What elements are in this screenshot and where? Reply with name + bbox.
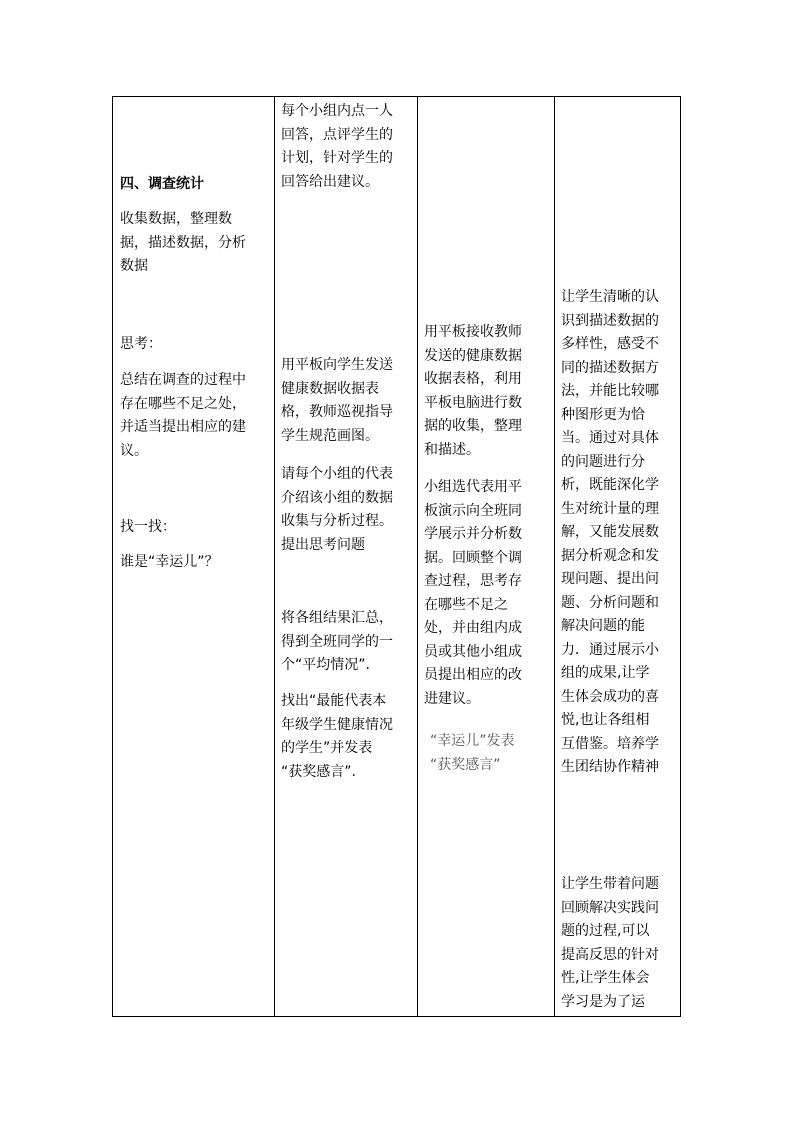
student-activity-column [418, 97, 555, 1016]
think-label: 思考： [120, 336, 162, 352]
teacher-paragraph-4: 将各组结果汇总， 得到全班同学的一 个“平均情况”. [281, 610, 393, 673]
think-body: 总结在调查的过程中 存在哪些不足之处， 并适当提出相应的建 议。 [120, 372, 246, 459]
find-body: 谁是“幸运儿”？ [120, 554, 219, 570]
teacher-paragraph-5: 找出“最能代表本 年级学生健康情况 的学生”并发表 “获奖感言”. [281, 693, 393, 780]
teacher-paragraph-1: 每个小组内点一人 回答，点评学生的 计划，针对学生的 回答给出建议。 [281, 103, 393, 190]
student-paragraph-3: “幸运儿”发表 “获奖感言” [430, 733, 515, 773]
section-intro: 收集数据，整理数 据，描述数据，分析 数据 [120, 211, 246, 274]
lesson-plan-table [112, 96, 681, 1017]
intent-paragraph-1: 让学生清晰的认 识到描述数据的 多样性，感受不 同的描述数据方 法，并能比较哪 种图形更为恰 当。通过对具体 的问题进行分 析，既能深化学 生对统计量的理 解，又能发展数 据分析观念和发 现问题、提出问 题、分析问题和 解决问题的能 力．通过展示小 组的成果,让学 生体会成功的喜 悦,也让各组相 互借鉴。培养学 生团结协作精神 [561, 289, 659, 775]
section-heading: 四、调查统计 [120, 176, 204, 192]
intent-paragraph-2: 让学生带着问题 回顾解决实践问 题的过程,可以 提高反思的针对 性,让学生体会 学习是为了运 [561, 876, 659, 1010]
teacher-paragraph-3: 请每个小组的代表 介绍该小组的数据 收集与分析过程。 提出思考问题 [281, 466, 393, 553]
student-paragraph-1: 用平板接收教师 发送的健康数据 收据表格，利用 平板电脑进行数 据的收集，整理 和描述。 [424, 324, 522, 458]
content-column [113, 97, 275, 1016]
student-paragraph-2: 小组选代表用平 板演示向全班同 学展示并分析数 据。回顾整个调 查过程，思考存 在哪些不足之 处，并由组内成 员或其他小组成 员提出相应的改 进建议。 [424, 479, 522, 707]
find-label: 找一找： [120, 519, 176, 535]
design-intent-column [555, 97, 681, 1016]
teacher-activity-column [275, 97, 418, 1016]
teacher-paragraph-2: 用平板向学生发送 健康数据收据表 格，教师巡视指导 学生规范画图。 [281, 357, 393, 444]
